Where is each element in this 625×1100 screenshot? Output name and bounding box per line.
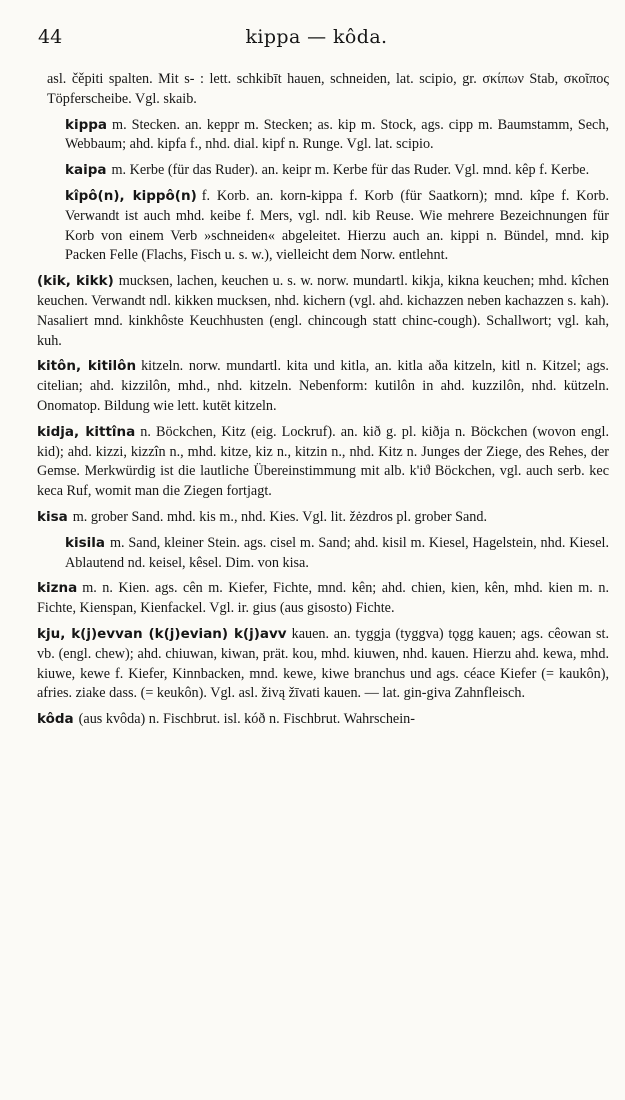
entry-text: asl. čěpiti spalten. Mit s- : lett. schkibīt hauen, schneiden, lat. scipio, gr. σκίπων Stab, σκοῖπος Töpferscheibe. Vgl. skaib.: [47, 71, 609, 107]
dictionary-entry: [37, 357, 609, 416]
entries-column: [37, 70, 609, 736]
dictionary-entry: [37, 625, 609, 704]
dictionary-entry: [37, 710, 609, 730]
dictionary-entry: [37, 508, 609, 528]
dictionary-entry: [37, 272, 609, 351]
entry-text: m. grober Sand. mhd. kis m., nhd. Kies. Vgl. lit. žėzdros pl. grober Sand.: [72, 508, 488, 525]
page-header: [38, 26, 595, 56]
entry-text: (aus kvôda) n. Fischbrut. isl. kóð n. Fischbrut. Wahrschein-: [78, 711, 415, 728]
page-number: 44: [38, 26, 63, 48]
entry-headword: kisila: [65, 534, 106, 551]
entry-text: m. Stecken. an. keppr m. Stecken; as. kip m. Stock, ags. cipp m. Baumstamm, Sech, Webbaum; ahd. kipfa f., nhd. dial. kipf n. Runge. Vgl. lat. scipio.: [65, 116, 609, 153]
dictionary-entry: [37, 116, 609, 156]
dictionary-entry: [37, 187, 609, 266]
running-head: kippa — kôda.: [245, 26, 388, 48]
dictionary-entry: [37, 534, 609, 574]
entry-text: n. Böckchen, Kitz (eig. Lockruf). an. kið g. pl. kiðja n. Böckchen (wovon engl. kid); ahd. kizzi, kizzîn n., mhd. kitze, kiz n., kitzin n., nhd. Kitz n. Junges der Ziege, des Rehes, der Gemse. Merkwürdig ist die lautliche Übereinstimmung mit alb. k'iϑ Böckchen, vgl. auch serb. kec keca Ruf, womit man die Ziegen fortjagt.: [37, 423, 609, 500]
entry-headword: kidja, kittîna: [37, 423, 136, 440]
dictionary-entry: [37, 70, 609, 110]
entry-text: m. Sand, kleiner Stein. ags. cisel m. Sand; ahd. kisil m. Kiesel, Hagelstein, nhd. Kiesel. Ablautend nd. keisel, kêsel. Dim. von kisa.: [65, 534, 609, 571]
entry-headword: kîpô(n), kippô(n): [65, 187, 197, 204]
entry-headword: kizna: [37, 580, 78, 597]
dictionary-entry: [37, 161, 609, 181]
entry-headword: kitôn, kitilôn: [37, 358, 137, 375]
entry-headword: kôda: [37, 711, 74, 728]
entry-text: mucksen, lachen, keuchen u. s. w. norw. mundartl. kikja, kikna keuchen; mhd. kîchen keuchen. Verwandt ndl. kikken mucksen, nhd. kichern (vgl. ahd. kichazzen neben kachazzen s. kah). Nasaliert mnd. kinkhôste Keuchhusten (engl. chincough statt chinc-cough). Schallwort; vgl. kah, kuh.: [37, 273, 609, 349]
entry-headword: kippa: [65, 116, 108, 133]
entry-text: f. Korb. an. korn-kippa f. Korb (für Saatkorn); mnd. kîpe f. Korb. Verwandt ist auch mhd. keibe f. Mers, vgl. ndl. kib Reuse. Wie mehrere Bezeichnungen für Korb von einem Verb »schneiden« abgeleitet. Hierzu auch an. kippi n. Bündel, mnd. kip Packen Felle (Flachs, Fisch u. s. w.), vielleicht dem Norw. entlehnt.: [65, 187, 609, 264]
entry-headword: (kik, kikk): [37, 273, 114, 290]
entry-text: m. n. Kien. ags. cên m. Kiefer, Fichte, mnd. kên; ahd. chien, kien, kên, mhd. kien m. n. Fichte, Kienspan, Kienfackel. Vgl. ir. gius (aus gisosto) Fichte.: [37, 580, 609, 617]
dictionary-entry: [37, 579, 609, 619]
entry-headword: kisa: [37, 508, 68, 525]
entry-headword: kju, k(j)evvan (k(j)evian) k(j)avv: [37, 625, 287, 642]
entry-text: kauen. an. tyggja (tyggva) tǫgg kauen; ags. cêowan st. vb. (engl. chew); ahd. chiuwan, kiwan, prät. kou, mhd. kiuwen, nhd. kauen. Hierzu ahd. kewa, mhd. kiuwe, kewe f. Kiefer, Kinnbacken, mnd. kewe, kiwe branchus und ags. céace Kiefer (= kaukôn), afries. ziake dass. (= keukôn). Vgl. asl. živą žīvati kauen. — lat. gin-giva Zahnfleisch.: [37, 625, 609, 702]
entry-headword: kaipa: [65, 162, 107, 179]
entry-text: m. Kerbe (für das Ruder). an. keipr m. Kerbe für das Ruder. Vgl. mnd. kêp f. Kerbe.: [111, 162, 590, 179]
dictionary-entry: [37, 423, 609, 502]
entry-text: kitzeln. norw. mundartl. kita und kitla, an. kitla aða kitzeln, kitl n. Kitzel; ags. citelian; ahd. kizzilôn, mhd., nhd. kitzeln. Nebenform: kutilôn in ahd. kuzzilôn, nhd. kützeln. Onomatop. Bildung wie lett. kutēt kitzeln.: [37, 358, 609, 414]
